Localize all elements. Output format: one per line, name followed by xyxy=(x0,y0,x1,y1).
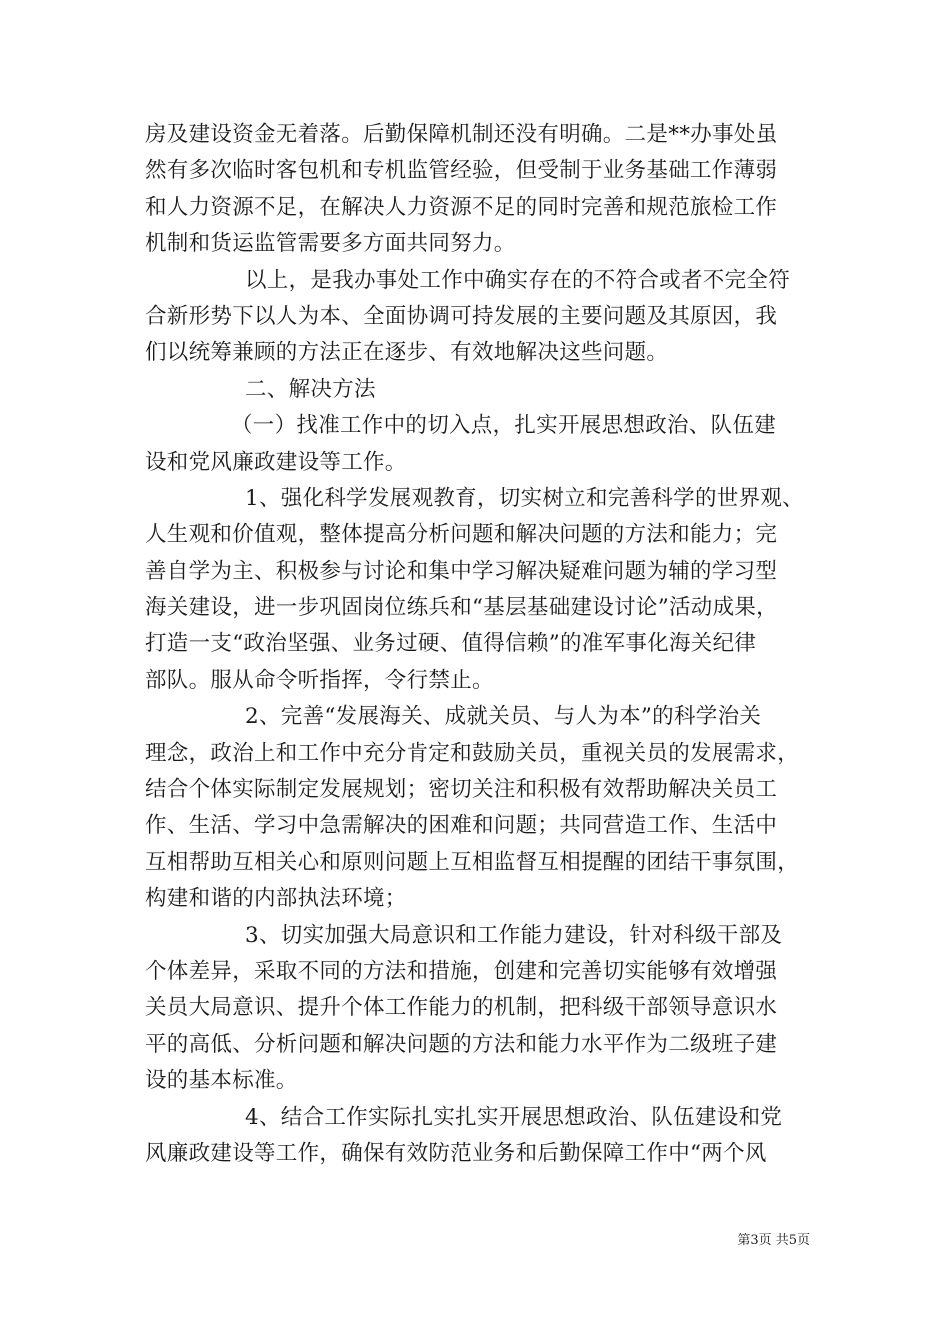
text-line: 机制和货运监管需要多方面共同努力。 xyxy=(145,231,516,257)
text-line: （一）找准工作中的切入点，扎实开展思想政治、队伍建 xyxy=(231,413,777,439)
text-line: 风廉政建设等工作，确保有效防范业务和后勤保障工作中“两个风 xyxy=(145,1140,767,1166)
text-line: 和人力资源不足，在解决人力资源不足的同时完善和规范旅检工作 xyxy=(145,194,778,220)
text-line: 海关建设，进一步巩固岗位练兵和“基层基础建设讨论”活动成果， xyxy=(145,595,778,621)
text-line: 打造一支“政治坚强、业务过硬、值得信赖”的准军事化海关纪律 xyxy=(145,631,757,657)
text-line: 结合个体实际制定发展规划；密切关注和积极有效帮助解决关员工 xyxy=(145,777,778,803)
text-line: 4、结合工作实际扎实扎实开展思想政治、队伍建设和党 xyxy=(245,1104,783,1130)
text-line: 理念，政治上和工作中充分肯定和鼓励关员，重视关员的发展需求， xyxy=(145,740,800,766)
text-line: 合新形势下以人为本、全面协调可持发展的主要问题及其原因，我 xyxy=(145,303,778,329)
text-line: 们以统筹兼顾的方法正在逐步、有效地解决这些问题。 xyxy=(145,340,669,366)
text-line: 个体差异，采取不同的方法和措施，创建和完善切实能够有效增强 xyxy=(145,958,778,984)
text-line: 以上，是我办事处工作中确实存在的不符合或者不完全符 xyxy=(245,267,791,293)
text-line: 1、强化科学发展观教育，切实树立和完善科学的世界观、 xyxy=(245,485,804,511)
text-line: 房及建设资金无着落。后勤保障机制还没有明确。二是**办事处虽 xyxy=(145,122,778,147)
text-line: 善自学为主、积极参与讨论和集中学习解决疑难问题为辅的学习型 xyxy=(145,558,778,584)
text-line: 作、生活、学习中急需解决的困难和问题；共同营造工作、生活中 xyxy=(145,813,778,839)
text-line: 设和党风廉政建设等工作。 xyxy=(145,449,407,475)
text-line: 部队。服从命令听指挥，令行禁止。 xyxy=(145,667,494,693)
text-line: 设的基本标准。 xyxy=(145,1068,298,1094)
document-body xyxy=(145,117,820,1172)
page-footer: 第3页 共5页 xyxy=(737,1233,810,1248)
text-line: 平的高低、分析问题和解决问题的方法和能力水平作为二级班子建 xyxy=(145,1031,778,1057)
text-line: 然有多次临时客包机和专机监管经验，但受制于业务基础工作薄弱 xyxy=(145,158,778,184)
text-line: 二、解决方法 xyxy=(245,376,376,402)
text-line: 互相帮助互相关心和原则问题上互相监督互相提醒的团结干事氛围， xyxy=(145,849,800,875)
text-line: 2、完善“发展海关、成就关员、与人为本”的科学治关 xyxy=(245,704,762,730)
text-line: 关员大局意识、提升个体工作能力的机制，把科级干部领导意识水 xyxy=(145,995,778,1021)
text-line: 人生观和价值观，整体提高分析问题和解决问题的方法和能力；完 xyxy=(145,522,778,548)
text-line: 构建和谐的内部执法环境； xyxy=(145,886,407,912)
text-line: 3、切实加强大局意识和工作能力建设，针对科级干部及 xyxy=(245,922,783,948)
